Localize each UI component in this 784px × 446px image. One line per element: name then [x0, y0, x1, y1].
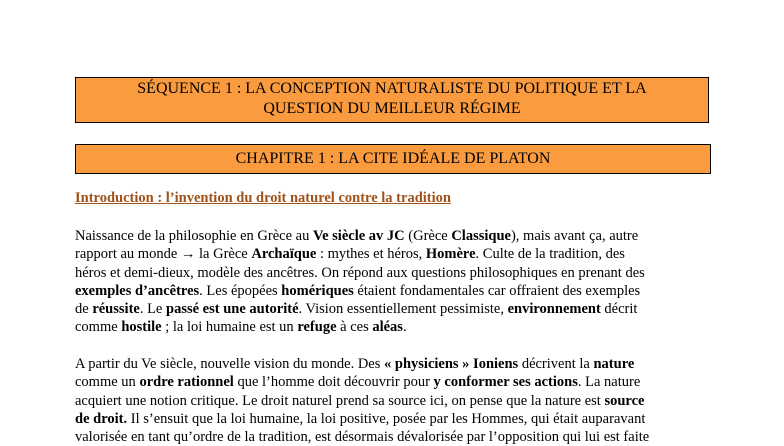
chapter-title: CHAPITRE 1 : LA CITE IDÉALE DE PLATON — [235, 150, 551, 167]
paragraph-1 — [75, 227, 715, 337]
emphasis-text: hostile — [121, 319, 162, 336]
intro-heading: Introduction : l’invention du droit naturel contre la tradition — [75, 190, 451, 206]
paragraph-line: valorisée en tant qu’ordre de la tradition, est désormais dévalorisée par l’opposition qui lui est faite — [75, 429, 650, 446]
emphasis-text: nature — [593, 356, 635, 372]
emphasis-text: aléas — [372, 319, 403, 336]
emphasis-text: « physiciens » Ioniens — [384, 356, 519, 372]
paragraph-line: rapport au monde → la Grèce Archaïque : mythes et héros, Homère. Culte de la tradition, des — [75, 246, 625, 263]
emphasis-text: passé est une autorité — [166, 301, 299, 318]
emphasis-text: réussite — [92, 301, 140, 318]
paragraph-line: Naissance de la philosophie en Grèce au Ve siècle av JC (Grèce Classique), mais avant ça, autre — [75, 228, 639, 244]
emphasis-text: refuge — [297, 319, 337, 336]
sequence-title-box — [75, 77, 709, 123]
emphasis-text: de droit. — [75, 410, 128, 427]
emphasis-text: Archaïque — [251, 246, 317, 263]
sequence-title-line-2: QUESTION DU MEILLEUR RÉGIME — [263, 100, 521, 117]
paragraph-line: héros et demi-dieux, modèle des ancêtres. On répond aux questions philosophiques en prenant des — [75, 264, 645, 281]
emphasis-text: Ve siècle av JC — [312, 228, 405, 244]
paragraph-line: A partir du Ve siècle, nouvelle vision du monde. Des « physiciens » Ioniens décrivent la nature — [75, 356, 635, 372]
paragraph-line: de droit. Il s’ensuit que la loi humaine, la loi positive, posée par les Hommes, qui était auparavant — [75, 410, 646, 427]
emphasis-text: y conformer ses actions — [433, 374, 578, 391]
paragraph-line: comme un ordre rationnel que l’homme doit découvrir pour y conformer ses actions. La nature — [75, 374, 641, 391]
paragraph-line: acquiert une notion critique. Le droit naturel prend sa source ici, on pense que la nature est source — [75, 392, 645, 409]
paragraph-line: de réussite. Le passé est une autorité. Vision essentiellement pessimiste, environnement décrit — [75, 301, 638, 318]
emphasis-text: source — [604, 392, 645, 409]
chapter-title-box — [75, 144, 711, 174]
paragraph-line: comme hostile ; la loi humaine est un refuge à ces aléas. — [75, 319, 407, 336]
emphasis-text: Homère — [425, 246, 476, 263]
emphasis-text: Classique — [451, 228, 511, 244]
emphasis-text: homériques — [281, 282, 354, 299]
sequence-title-line-1: SÉQUENCE 1 : LA CONCEPTION NATURALISTE DU POLITIQUE ET LA — [137, 80, 647, 97]
paragraph-line: exemples d’ancêtres. Les épopées homériques étaient fondamentales car offraient des exemples — [75, 282, 641, 299]
emphasis-text: exemples d’ancêtres — [75, 282, 200, 299]
emphasis-text: ordre rationnel — [139, 374, 234, 391]
emphasis-text: environnement — [507, 301, 601, 318]
paragraph-2 — [75, 355, 715, 446]
